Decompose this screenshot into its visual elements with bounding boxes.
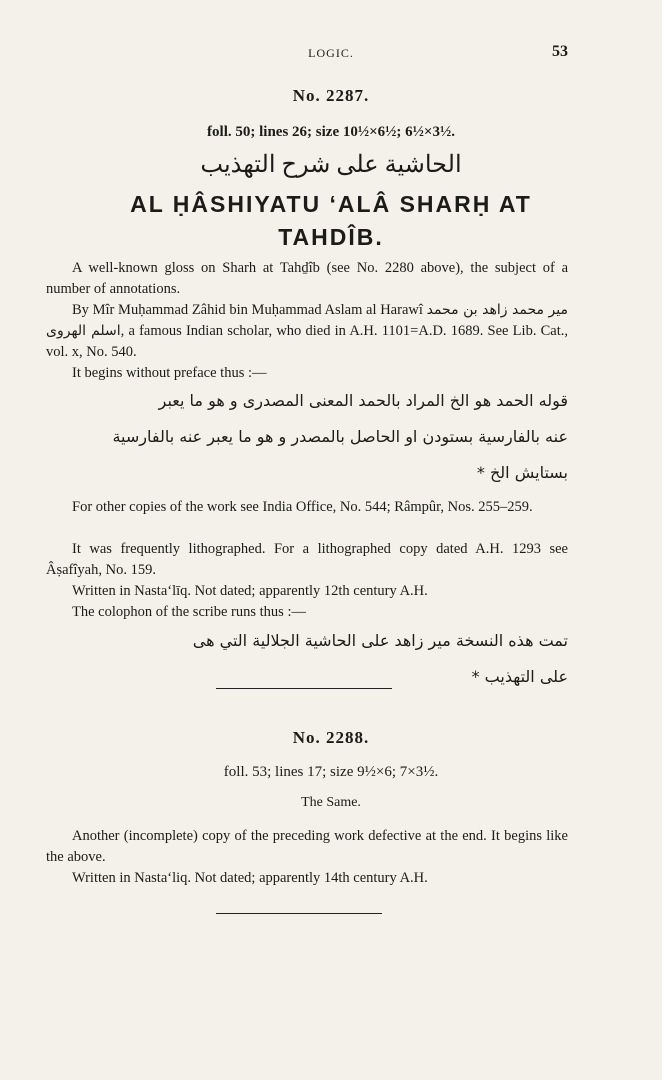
lithograph-paragraph: It was frequently lithographed. For a lithographed copy dated A.H. 1293 see Âṣafîyah, No. 159.	[46, 541, 568, 578]
arabic-title: الحاشية على شرح التهذيب	[200, 152, 462, 178]
colophon-intro: The colophon of the scribe runs thus :—	[72, 604, 306, 620]
author-text-continued: , a famous Indian scholar, who died in	[120, 323, 346, 339]
colophon-line-1: تمت هذه النسخة مير زاهد على الحاشية الجلالية التي هى	[192, 631, 568, 650]
entry2-description: Another (incomplete) copy of the preceding work defective at the end. It begins like the above.	[46, 828, 568, 865]
entry-number-2287: No. 2287.	[292, 86, 370, 105]
other-copies-paragraph: For other copies of the work see India Office, No. 544; Râmpûr, Nos. 255–259.	[72, 499, 533, 515]
main-title-line-2: TAHDÎB.	[278, 224, 384, 250]
begins-intro: It begins without preface thus :—	[72, 365, 267, 381]
author-death-date: A.H. 1101=A.D. 1689. See Lib. Cat., vol. x, No. 540.	[46, 323, 569, 360]
page-number: 53	[552, 43, 568, 60]
author-paragraph	[46, 300, 568, 363]
entry2-script-date: Written in Nasta‘liq. Not dated; apparently 14th century A.H.	[72, 870, 428, 886]
script-date-line: Written in Nasta‘līq. Not dated; apparently 12th century A.H.	[72, 583, 428, 599]
incipit-line-2: عنه بالفارسية بستودن او الحاصل بالمصدر و هو ما يعبر عنه بالفارسية	[112, 427, 568, 446]
entry-foll-info: foll. 50; lines 26; size 10½×6½; 6½×3½.	[207, 124, 455, 140]
main-title-line-1: AL ḤÂSHIYATU ‘ALÂ SHARḤ AT	[130, 191, 532, 217]
section-divider	[216, 688, 392, 689]
running-title: LOGIC.	[308, 46, 354, 60]
main-title	[60, 188, 602, 254]
page-header	[0, 40, 662, 64]
description-paragraph: A well-known gloss on Sharh at Tahḏîb (see No. 2280 above), the subject of a number of annotations.	[46, 260, 568, 297]
bottom-divider	[216, 913, 382, 914]
entry-foll-info-2: foll. 53; lines 17; size 9½×6; 7×3½.	[223, 764, 439, 780]
entry-number-2288: No. 2288.	[292, 728, 370, 747]
colophon-line-2: على التهذيب *	[471, 667, 568, 686]
incipit-line-3: بستايش الخ *	[476, 463, 568, 482]
author-text: By Mîr Muḥammad Zâhid bin Muḥammad Aslam al Harawî	[72, 302, 423, 318]
incipit-line-1: قوله الحمد هو الخ المراد بالحمد المعنى المصدرى و هو ما يعبر	[158, 391, 568, 410]
author-arabic-name: مير محمد زاهد بن محمد اسلم الهروى	[46, 302, 568, 339]
the-same-heading: The Same.	[301, 795, 361, 810]
